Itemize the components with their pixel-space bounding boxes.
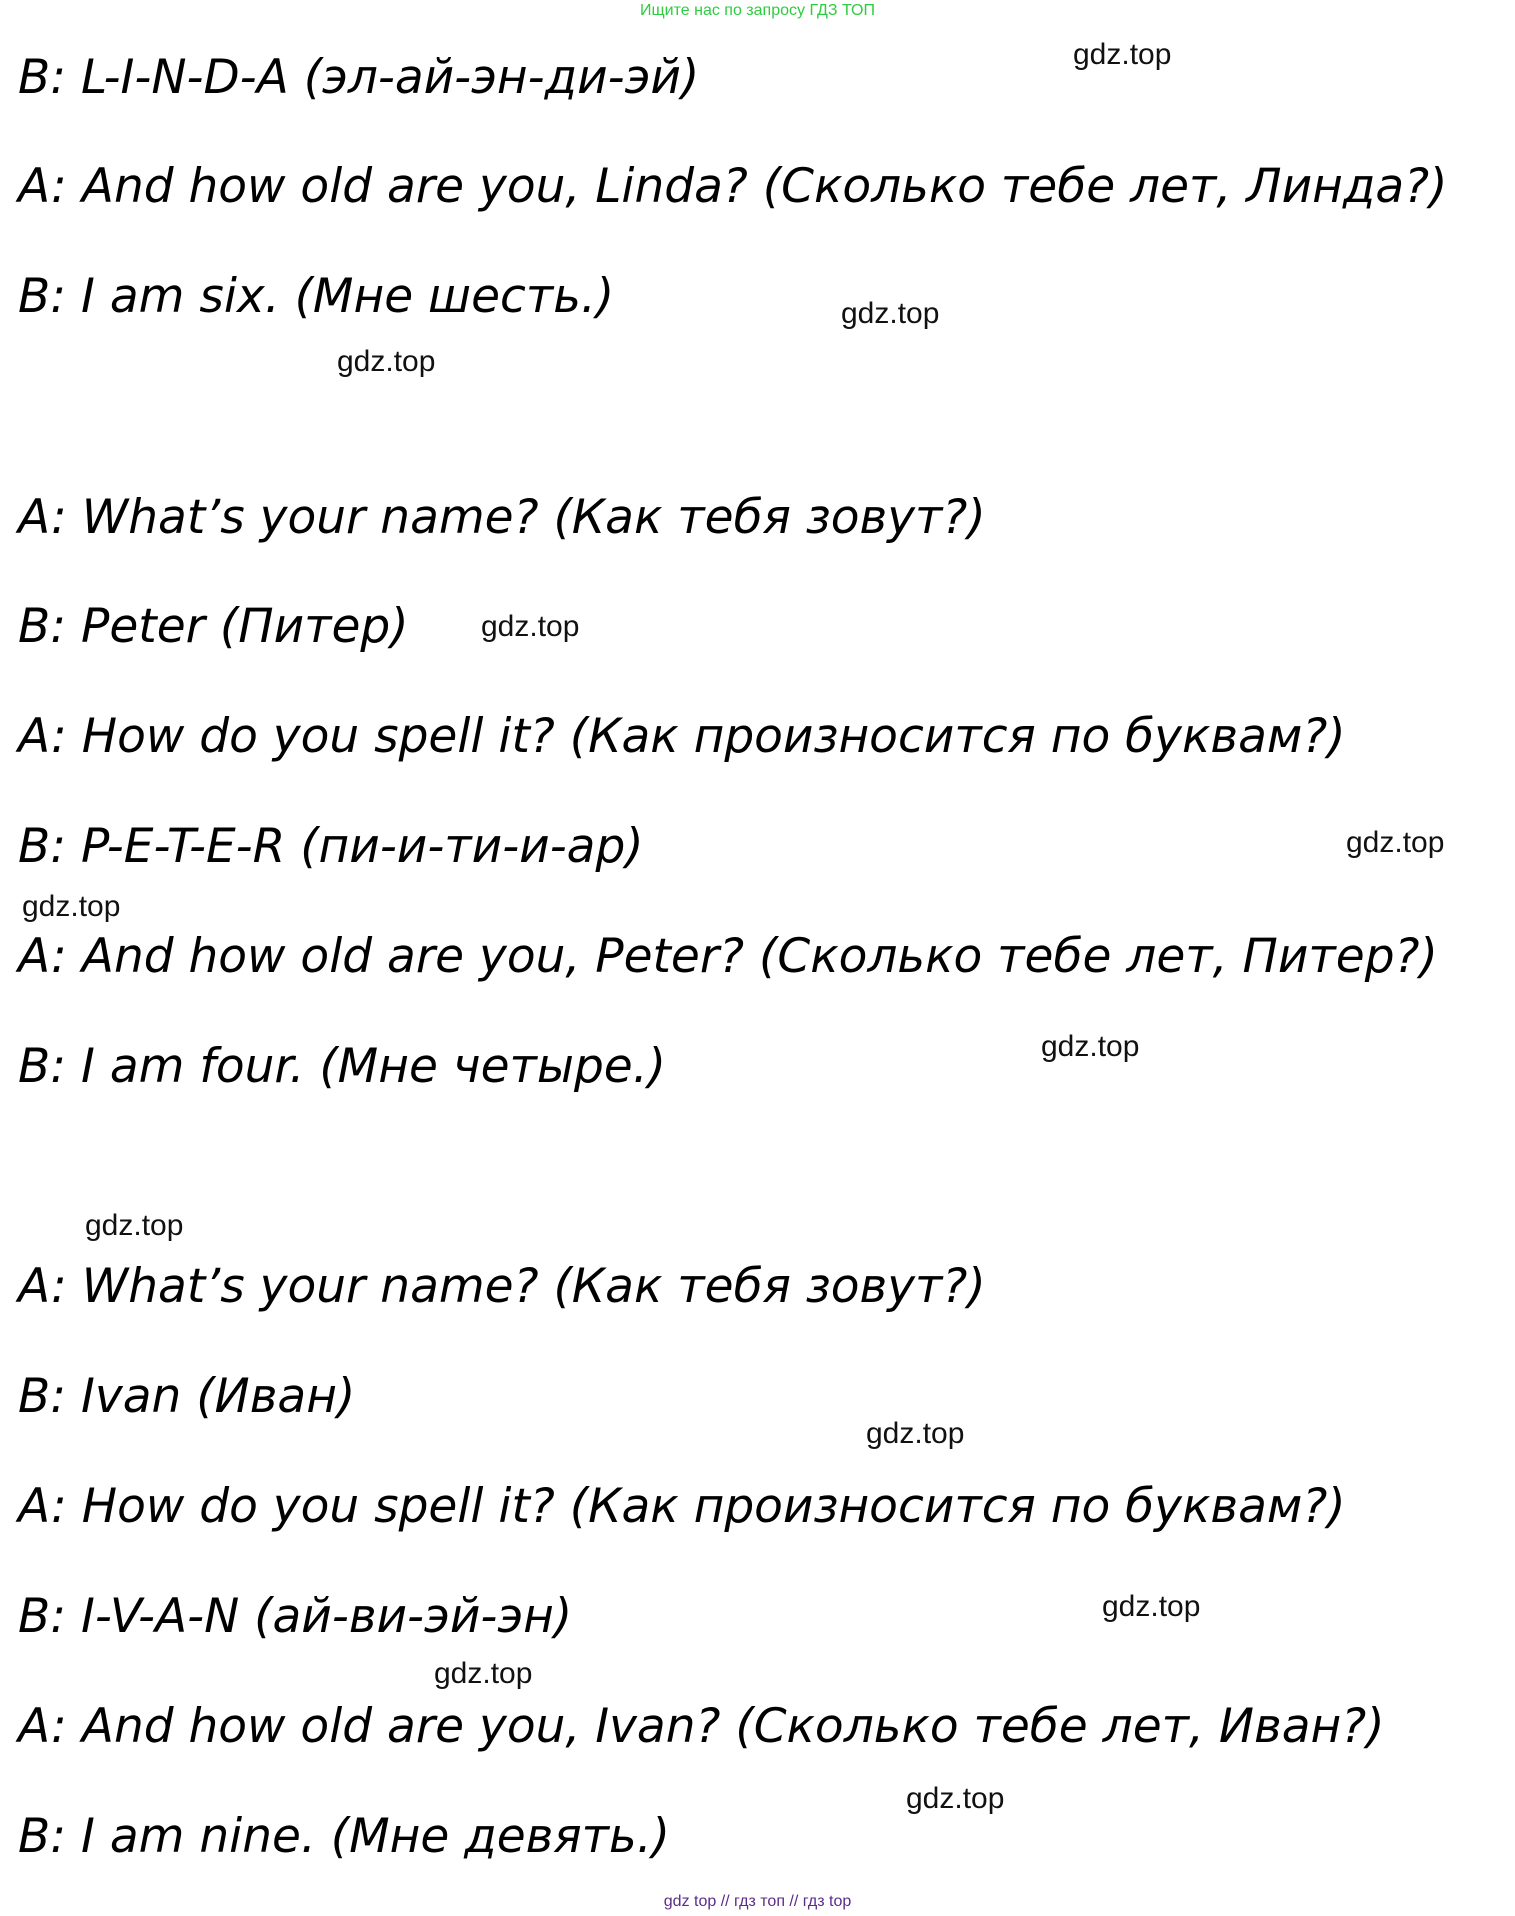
dialogue-line: A: How do you spell it? (Как произносится по буквам?) — [18, 1479, 1346, 1534]
dialogue-line: B: I am six. (Мне шесть.) — [18, 269, 615, 324]
top-note: Ищите нас по запросу ГДЗ ТОП — [640, 2, 875, 19]
watermark: gdz.top — [434, 1657, 533, 1690]
watermark: gdz.top — [866, 1417, 965, 1450]
watermark: gdz.top — [1346, 826, 1445, 859]
dialogue-line: B: I am four. (Мне четыре.) — [18, 1039, 666, 1094]
dialogue-line: B: L-I-N-D-A (эл-ай-эн-ди-эй) — [18, 50, 700, 105]
dialogue-line: A: What’s your name? (Как тебя зовут?) — [18, 490, 986, 545]
dialogue-line: B: P-E-T-E-R (пи-и-ти-и-ар) — [18, 819, 644, 874]
watermark: gdz.top — [906, 1782, 1005, 1815]
watermark: gdz.top — [481, 610, 580, 643]
watermark: gdz.top — [1073, 38, 1172, 71]
dialogue-line: B: Peter (Питер) — [18, 599, 409, 654]
watermark: gdz.top — [85, 1209, 184, 1242]
watermark: gdz.top — [1041, 1030, 1140, 1063]
dialogue-line: B: Ivan (Иван) — [18, 1369, 356, 1424]
watermark: gdz.top — [841, 297, 940, 330]
watermark: gdz.top — [337, 345, 436, 378]
dialogue-line: B: I am nine. (Мне девять.) — [18, 1809, 670, 1864]
watermark: gdz.top — [22, 890, 121, 923]
dialogue-line: B: I-V-A-N (ай-ви-эй-эн) — [18, 1589, 573, 1644]
dialogue-line: A: How do you spell it? (Как произносится по буквам?) — [18, 709, 1346, 764]
watermark: gdz.top — [1102, 1590, 1201, 1623]
footer-links: gdz top // гдз топ // гдз top — [663, 1893, 852, 1910]
dialogue-line: A: What’s your name? (Как тебя зовут?) — [18, 1259, 986, 1314]
dialogue-line: A: And how old are you, Linda? (Сколько тебе лет, Линда?) — [18, 159, 1448, 214]
dialogue-line: A: And how old are you, Ivan? (Сколько тебе лет, Иван?) — [18, 1699, 1385, 1754]
dialogue-line: A: And how old are you, Peter? (Сколько тебе лет, Питер?) — [18, 929, 1438, 984]
